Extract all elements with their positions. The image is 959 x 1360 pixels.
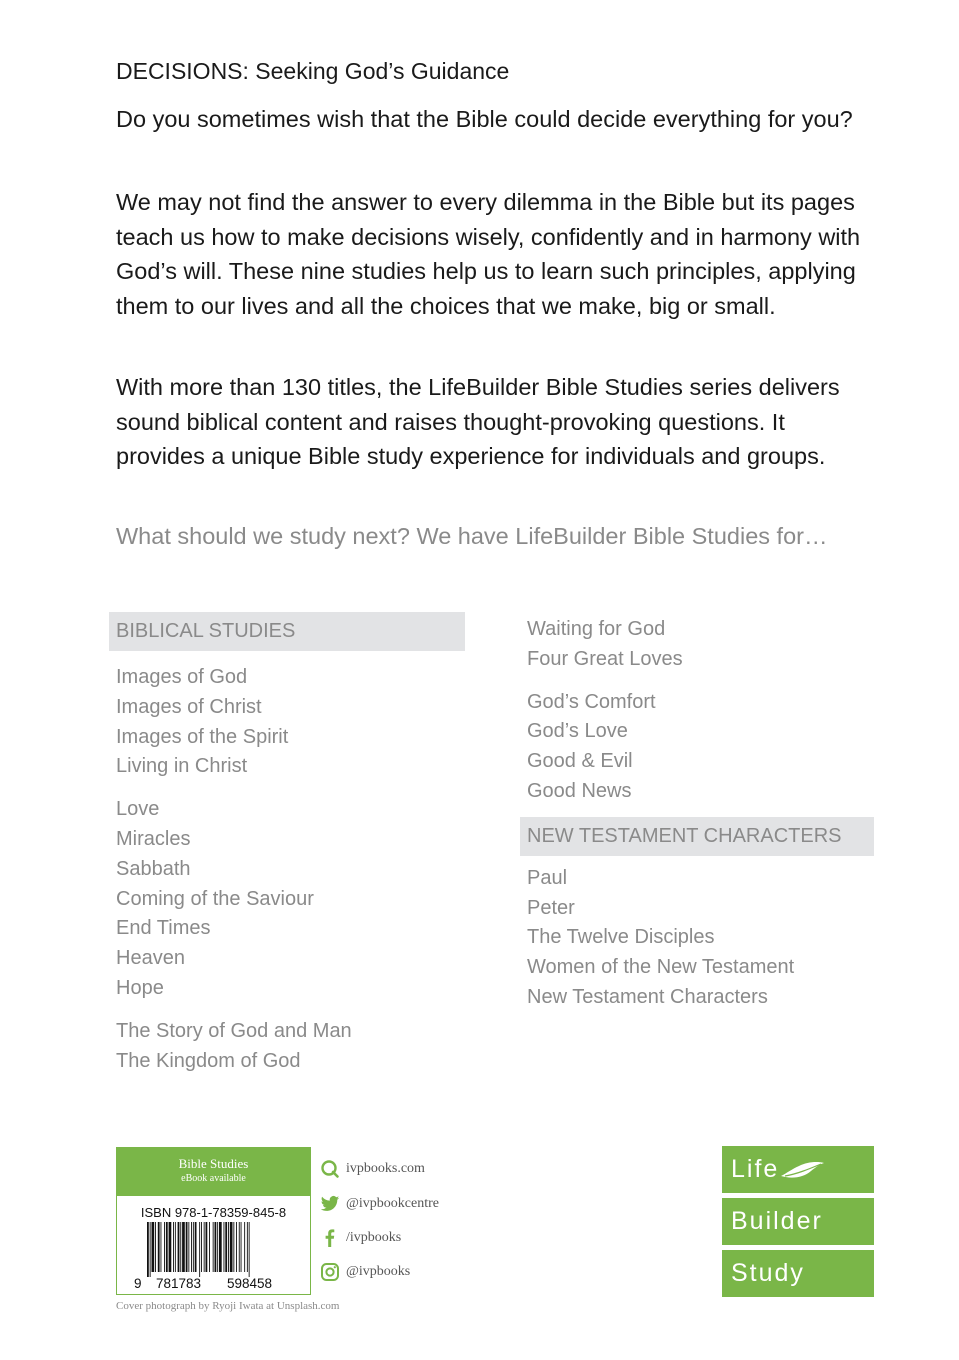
barcode-bar xyxy=(204,1222,205,1272)
barcode-bar xyxy=(147,1222,149,1277)
list-item: Images of the Spirit xyxy=(116,725,289,748)
barcode-bar xyxy=(182,1222,185,1272)
barcode-digits-left: 781783 xyxy=(156,1276,202,1291)
list-item: Images of God xyxy=(116,666,248,688)
barcode-bar xyxy=(155,1222,156,1272)
series-paragraph: With more than 130 titles, the LifeBuilder Bible Studies series delivers sound biblical content and raises thought-provoking questions. It provides a unique Bible study experience for individuals and groups. xyxy=(116,374,840,469)
isbn-category-band xyxy=(117,1148,310,1196)
barcode-bar xyxy=(193,1222,194,1272)
list-item: Paul xyxy=(527,866,568,889)
list-item: Heaven xyxy=(116,947,185,970)
list-item: New Testament Characters xyxy=(527,985,768,1008)
barcode-bar xyxy=(166,1222,168,1272)
study-next-prompt: What should we study next? We have LifeBuilder Bible Studies for… xyxy=(116,523,828,549)
list-item: The Story of God and Man xyxy=(116,1019,352,1042)
list-item: Peter xyxy=(527,896,575,919)
barcode-bar xyxy=(188,1222,189,1272)
barcode-bar xyxy=(164,1222,165,1272)
list-item: God’s Love xyxy=(527,720,628,743)
new-testament-characters-heading: NEW TESTAMENT CHARACTERS xyxy=(520,817,874,856)
barcode-bar xyxy=(209,1222,210,1272)
photo-credit: Cover photograph by Ryoji Iwata at Unsplash.com xyxy=(116,1300,340,1312)
barcode-bar xyxy=(199,1222,200,1277)
barcode-bar xyxy=(225,1222,227,1272)
list-item: God’s Comfort xyxy=(527,690,656,713)
barcode-bar xyxy=(213,1222,214,1272)
barcode-bar xyxy=(173,1222,174,1272)
barcode-bar xyxy=(161,1222,162,1272)
instagram-icon xyxy=(320,1262,340,1282)
barcode-bar xyxy=(241,1222,242,1272)
biblical-studies-column xyxy=(109,612,465,1076)
logo-block-study xyxy=(722,1250,874,1297)
barcode-bar xyxy=(249,1222,250,1277)
list-item: Sabbath xyxy=(116,857,191,880)
list-item: Coming of the Saviour xyxy=(116,887,314,910)
list-item: Living in Christ xyxy=(116,755,248,778)
barcode-bar xyxy=(180,1222,181,1272)
list-item: Waiting for God xyxy=(527,618,666,640)
list-item: Good News xyxy=(527,779,632,802)
facebook-icon xyxy=(320,1228,340,1248)
barcode-bar xyxy=(244,1222,245,1272)
barcode-bar xyxy=(175,1222,176,1272)
title-group xyxy=(109,663,465,782)
list-item: The Twelve Disciples xyxy=(527,926,715,949)
list-item: Good & Evil xyxy=(527,750,633,773)
logo-study-text: Study xyxy=(731,1259,805,1287)
barcode-bar xyxy=(247,1222,248,1272)
website-link[interactable] xyxy=(320,1159,425,1179)
title-group xyxy=(520,615,874,675)
barcode-bar xyxy=(239,1222,240,1272)
search-q-icon xyxy=(320,1159,340,1179)
website-text: ivpbooks.com xyxy=(346,1161,425,1176)
barcode-bar xyxy=(150,1222,151,1277)
facebook-text: /ivpbooks xyxy=(346,1230,402,1245)
list-item: Images of Christ xyxy=(116,695,262,718)
instagram-text: @ivpbooks xyxy=(346,1264,411,1279)
barcode-bar xyxy=(201,1222,202,1272)
twitter-icon xyxy=(320,1194,340,1214)
title-group xyxy=(520,688,874,807)
barcode-bar xyxy=(206,1222,208,1272)
barcode-bar xyxy=(158,1222,160,1272)
barcode-bar xyxy=(224,1222,225,1272)
isbn-number: ISBN 978-1-78359-845-8 xyxy=(140,1205,287,1220)
list-item: Women of the New Testament xyxy=(527,956,795,979)
logo-builder-text: Builder xyxy=(731,1207,823,1235)
barcode-bar xyxy=(228,1222,229,1272)
category-label: Bible Studies xyxy=(178,1156,249,1171)
barcode-bar xyxy=(169,1222,172,1272)
barcode-bar xyxy=(230,1222,233,1272)
list-item: Love xyxy=(116,798,160,821)
barcode-bar xyxy=(186,1222,188,1272)
barcode-bar xyxy=(217,1222,218,1272)
list-item: Hope xyxy=(116,976,164,999)
ebook-label: eBook available xyxy=(181,1173,246,1184)
list-item: End Times xyxy=(116,917,211,940)
barcode-bar xyxy=(191,1222,192,1272)
facebook-link[interactable] xyxy=(320,1228,401,1248)
book-title: DECISIONS: Seeking God’s Guidance xyxy=(116,58,510,84)
title-group xyxy=(520,864,874,1013)
barcode-image xyxy=(147,1222,278,1277)
barcode-digits-right: 598458 xyxy=(227,1276,273,1291)
instagram-link[interactable] xyxy=(320,1262,410,1282)
twitter-link[interactable] xyxy=(320,1194,439,1214)
biblical-studies-heading: BIBLICAL STUDIES xyxy=(109,612,465,651)
logo-life-text: Life xyxy=(731,1155,780,1183)
barcode-bar xyxy=(195,1222,197,1272)
barcode-bar xyxy=(236,1222,237,1272)
title-group xyxy=(109,1017,465,1077)
logo-block-life xyxy=(722,1146,874,1193)
title-group xyxy=(109,795,465,1004)
more-studies-column xyxy=(520,615,874,1013)
list-item: The Kingdom of God xyxy=(116,1049,301,1072)
description-paragraph: We may not find the answer to every dilemma in the Bible but its pages teach us how to make decisions wisely, confidently and in harmony with God’s will. These nine studies help us to learn such principles, applying them to our lives and all the choices that we make, big or small. xyxy=(116,189,861,319)
barcode-bar xyxy=(233,1222,234,1272)
intro-question: Do you sometimes wish that the Bible could decide everything for you? xyxy=(116,106,853,132)
logo-block-builder xyxy=(722,1198,874,1245)
list-item: Miracles xyxy=(116,827,191,850)
barcode-bar xyxy=(219,1222,222,1272)
barcode-bar xyxy=(215,1222,217,1272)
lifebuilder-study-logo xyxy=(722,1146,874,1297)
barcode-bar xyxy=(178,1222,180,1272)
leaf-icon xyxy=(779,1159,825,1181)
barcode-digit-lead: 9 xyxy=(134,1276,142,1291)
twitter-text: @ivpbookcentre xyxy=(346,1196,439,1211)
barcode-bar xyxy=(152,1222,155,1272)
list-item: Four Great Loves xyxy=(527,647,683,670)
